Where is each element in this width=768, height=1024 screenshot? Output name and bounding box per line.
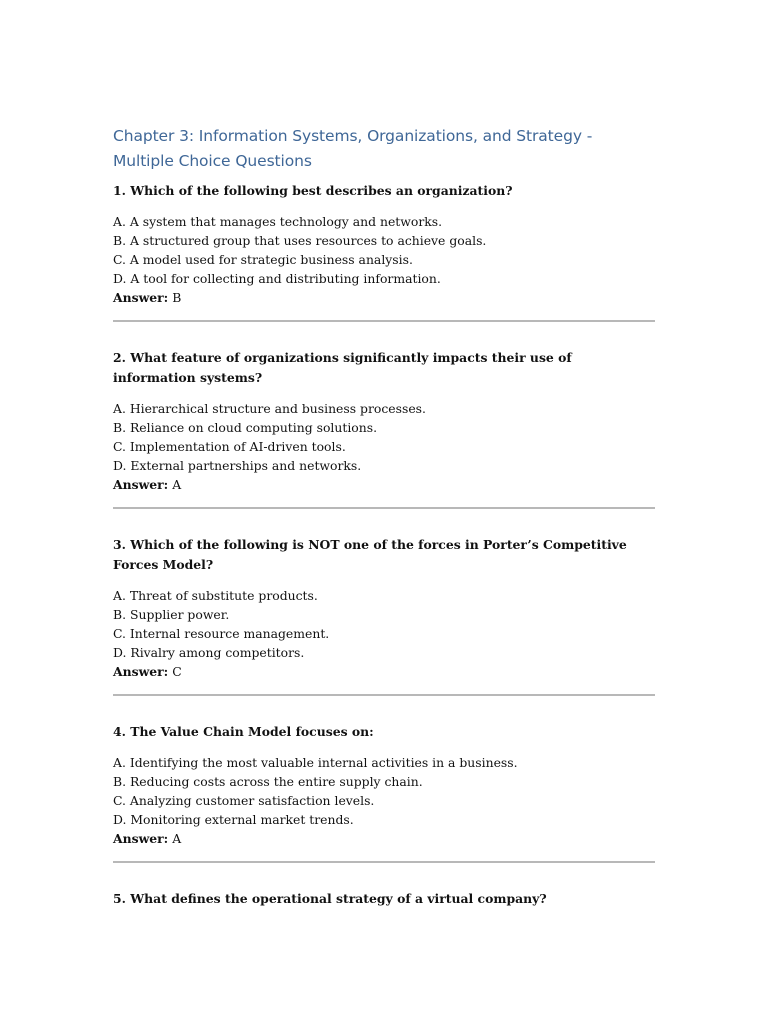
section-divider — [113, 320, 655, 322]
question-text: 4. The Value Chain Model focuses on: — [113, 724, 374, 739]
option-c: C. Internal resource management. — [113, 626, 330, 641]
option-b: B. Reliance on cloud computing solutions. — [113, 420, 378, 435]
answer-value: A — [172, 477, 182, 492]
option-b: B. Supplier power. — [113, 607, 230, 622]
answer-label: Answer: — [113, 290, 169, 305]
option-a: A. A system that manages technology and networks. — [113, 214, 443, 229]
question-text: 1. Which of the following best describes an organization? — [113, 183, 513, 198]
answer-value: A — [172, 831, 182, 846]
question-4 — [113, 722, 655, 848]
option-d: D. External partnerships and networks. — [113, 458, 362, 473]
option-a: A. Hierarchical structure and business processes. — [113, 401, 426, 416]
document-page — [113, 124, 655, 920]
options-list — [113, 399, 655, 475]
answer-label: Answer: — [113, 831, 169, 846]
option-d: D. Monitoring external market trends. — [113, 812, 354, 827]
option-a: A. Identifying the most valuable internal activities in a business. — [113, 755, 518, 770]
document-title: Chapter 3: Information Systems, Organizations, and Strategy - Multiple Choice Questions — [113, 127, 593, 170]
options-list — [113, 753, 655, 829]
section-divider — [113, 694, 655, 696]
option-c: C. Analyzing customer satisfaction levels. — [113, 793, 375, 808]
option-b: B. Reducing costs across the entire supply chain. — [113, 774, 423, 789]
options-list — [113, 212, 655, 288]
question-text: 2. What feature of organizations significantly impacts their use of information systems? — [113, 350, 572, 385]
answer-label: Answer: — [113, 664, 169, 679]
option-c: C. Implementation of AI-driven tools. — [113, 439, 346, 454]
option-d: D. Rivalry among competitors. — [113, 645, 305, 660]
answer-line — [113, 475, 655, 494]
question-text: 3. Which of the following is NOT one of the forces in Porter’s Competitive Forces Model? — [113, 537, 627, 572]
option-d: D. A tool for collecting and distributing information. — [113, 271, 441, 286]
question-1 — [113, 181, 655, 307]
option-b: B. A structured group that uses resources to achieve goals. — [113, 233, 487, 248]
options-list — [113, 586, 655, 662]
section-divider — [113, 861, 655, 863]
question-2 — [113, 348, 655, 494]
answer-line — [113, 829, 655, 848]
option-c: C. A model used for strategic business analysis. — [113, 252, 413, 267]
option-a: A. Threat of substitute products. — [113, 588, 318, 603]
answer-value: B — [172, 290, 182, 305]
question-3 — [113, 535, 655, 681]
answer-line — [113, 288, 655, 307]
question-text: 5. What defines the operational strategy of a virtual company? — [113, 891, 547, 906]
answer-value: C — [172, 664, 182, 679]
answer-label: Answer: — [113, 477, 169, 492]
section-divider — [113, 507, 655, 509]
question-5 — [113, 889, 655, 909]
answer-line — [113, 662, 655, 681]
